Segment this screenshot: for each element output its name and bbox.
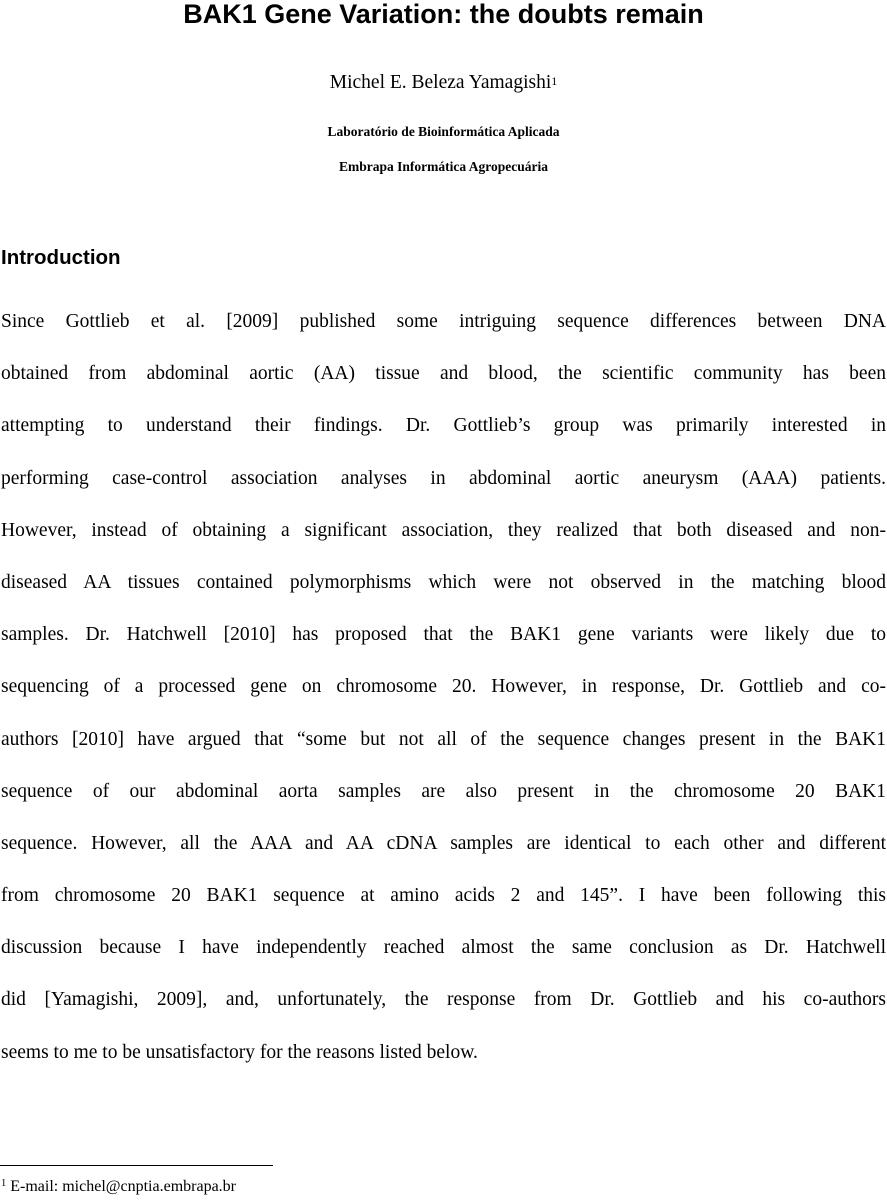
paragraph-line: discussion because I have independently reached almost the same conclusion as Dr. Hatchwell bbox=[1, 937, 886, 959]
paragraph-line: samples. Dr. Hatchwell [2010] has proposed that the BAK1 gene variants were likely due to bbox=[1, 624, 886, 646]
author-line bbox=[0, 70, 887, 96]
author-footnote-mark: 1 bbox=[551, 74, 558, 88]
paragraph-line: diseased AA tissues contained polymorphisms which were not observed in the matching blood bbox=[1, 571, 886, 593]
paragraph-line: However, instead of obtaining a significant association, they realized that both diseased and non- bbox=[1, 519, 886, 541]
paragraph-line: sequencing of a processed gene on chromosome 20. However, in response, Dr. Gottlieb and co- bbox=[1, 676, 886, 698]
paragraph-line: sequence. However, all the AAA and AA cDNA samples are identical to each other and different bbox=[1, 832, 886, 854]
paragraph-line: authors [2010] have argued that “some but not all of the sequence changes present in the BAK1 bbox=[1, 728, 886, 750]
paragraph-line-last: seems to me to be unsatisfactory for the reasons listed below. bbox=[1, 1041, 478, 1063]
paragraph-line: obtained from abdominal aortic (AA) tissue and blood, the scientific community has been bbox=[1, 363, 886, 385]
paragraph-line: performing case-control association analyses in abdominal aortic aneurysm (AAA) patients. bbox=[1, 467, 886, 489]
paragraph-line: did [Yamagishi, 2009], and, unfortunately, the response from Dr. Gottlieb and his co-authors bbox=[1, 989, 886, 1011]
footnote-divider bbox=[0, 1165, 273, 1166]
footnote-mark: 1 bbox=[1, 1178, 7, 1189]
footnote-text: E-mail: michel@cnptia.embrapa.br bbox=[6, 1178, 237, 1195]
paragraph-line: sequence of our abdominal aorta samples are also present in the chromosome 20 BAK1 bbox=[1, 780, 886, 802]
section-heading-introduction: Introduction bbox=[1, 246, 121, 269]
affiliation-lab: Laboratório de Bioinformática Aplicada bbox=[327, 124, 560, 139]
footnote bbox=[1, 1176, 236, 1198]
paper-title: BAK1 Gene Variation: the doubts remain bbox=[183, 0, 704, 29]
author-name: Michel E. Beleza Yamagishi bbox=[329, 72, 552, 93]
introduction-paragraph bbox=[1, 296, 886, 1079]
paragraph-line: Since Gottlieb et al. [2009] published some intriguing sequence differences between DNA bbox=[1, 311, 886, 332]
paragraph-line: attempting to understand their findings. Dr. Gottlieb’s group was primarily interested in bbox=[1, 415, 886, 437]
paragraph-line: from chromosome 20 BAK1 sequence at amino acids 2 and 145”. I have been following this bbox=[1, 885, 886, 907]
affiliation-institution: Embrapa Informática Agropecuária bbox=[339, 159, 548, 174]
